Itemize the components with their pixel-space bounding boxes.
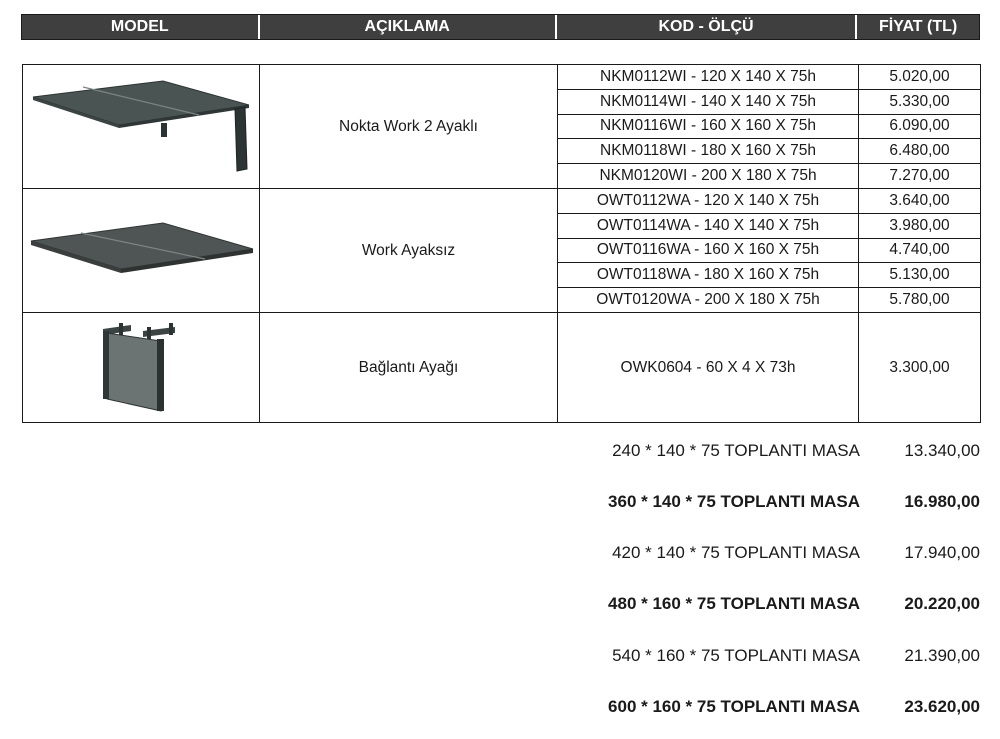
header-price: FİYAT (TL): [879, 18, 958, 35]
table-row: [23, 65, 981, 90]
table-header: [21, 14, 980, 40]
summary-row: [520, 692, 980, 722]
summary-label: 240 * 140 * 75 TOPLANTI MASA: [612, 441, 860, 460]
product-description: Bağlantı Ayağı: [260, 313, 558, 423]
summary-price: 13.340,00: [904, 441, 980, 460]
desk-top-icon: [23, 189, 259, 307]
summary-label: 360 * 140 * 75 TOPLANTI MASA: [608, 492, 860, 511]
product-code: NKM0112WI - 120 X 140 X 75h: [558, 65, 859, 90]
summary-row: [520, 436, 980, 466]
product-price: 6.090,00: [859, 114, 981, 139]
product-image-cell: [23, 65, 260, 189]
product-description: Work Ayaksız: [260, 189, 558, 313]
connector-leg-icon: [23, 313, 259, 417]
summary-label: 420 * 140 * 75 TOPLANTI MASA: [612, 543, 860, 562]
summary-price: 16.980,00: [904, 492, 980, 511]
table-row: [23, 189, 981, 214]
product-price: 6.480,00: [859, 139, 981, 164]
header-code: KOD - ÖLÇÜ: [557, 15, 857, 39]
table-row: [23, 313, 981, 423]
product-price: 7.270,00: [859, 164, 981, 189]
product-price: 3.300,00: [859, 313, 981, 423]
price-table: [22, 64, 981, 423]
product-image-cell: [23, 189, 260, 313]
summary-row: [520, 641, 980, 671]
product-price: 5.130,00: [859, 263, 981, 288]
summary-row: [520, 538, 980, 568]
summary-price: 21.390,00: [904, 646, 980, 665]
desk-with-legs-icon: [23, 65, 259, 183]
product-code: OWT0114WA - 140 X 140 X 75h: [558, 213, 859, 238]
summary-price: 20.220,00: [904, 594, 980, 613]
header-description: AÇIKLAMA: [260, 15, 557, 39]
product-code: OWT0116WA - 160 X 160 X 75h: [558, 238, 859, 263]
product-price: 4.740,00: [859, 238, 981, 263]
product-code: NKM0116WI - 160 X 160 X 75h: [558, 114, 859, 139]
product-price: 5.330,00: [859, 89, 981, 114]
product-description: Nokta Work 2 Ayaklı: [260, 65, 558, 189]
summary-price: 23.620,00: [904, 697, 980, 716]
product-price: 3.980,00: [859, 213, 981, 238]
summary-row: [520, 589, 980, 619]
product-price: 5.780,00: [859, 288, 981, 313]
product-price: 5.020,00: [859, 65, 981, 90]
product-image-cell: [23, 313, 260, 423]
product-code: OWT0120WA - 200 X 180 X 75h: [558, 288, 859, 313]
product-price: 3.640,00: [859, 189, 981, 214]
summary-label: 540 * 160 * 75 TOPLANTI MASA: [612, 646, 860, 665]
product-code: NKM0114WI - 140 X 140 X 75h: [558, 89, 859, 114]
summary-label: 480 * 160 * 75 TOPLANTI MASA: [608, 594, 860, 613]
product-code: NKM0118WI - 180 X 160 X 75h: [558, 139, 859, 164]
summary-label: 600 * 160 * 75 TOPLANTI MASA: [608, 697, 860, 716]
product-code: OWT0112WA - 120 X 140 X 75h: [558, 189, 859, 214]
header-model: MODEL: [22, 15, 260, 39]
product-code: OWT0118WA - 180 X 160 X 75h: [558, 263, 859, 288]
summary-price: 17.940,00: [904, 543, 980, 562]
product-code: NKM0120WI - 200 X 180 X 75h: [558, 164, 859, 189]
summary-row: [520, 487, 980, 517]
product-code: OWK0604 - 60 X 4 X 73h: [558, 313, 859, 423]
